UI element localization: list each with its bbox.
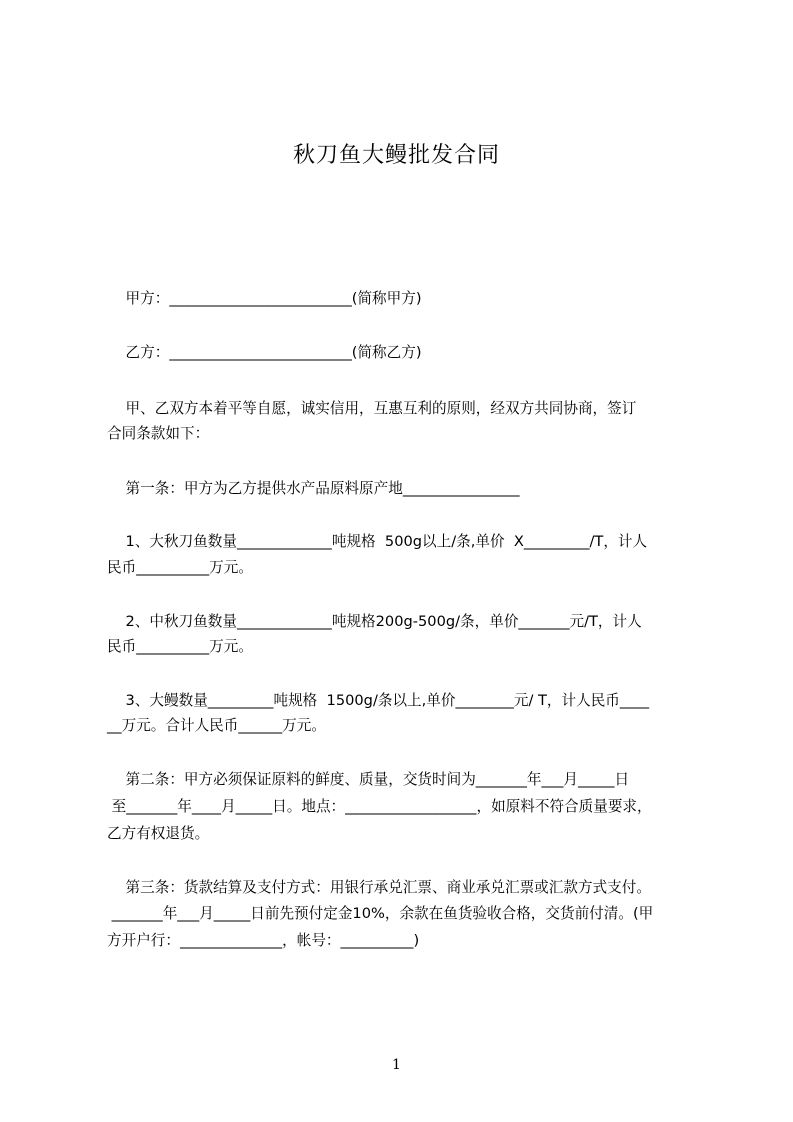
preamble-line-2: 合同条款如下： [107, 425, 210, 442]
item-3-line-2: __万元。合计人民币______万元。 [107, 717, 326, 734]
document-title: 秋刀鱼大鳗批发合同 [292, 143, 500, 168]
article-3-line-3: 方开户行：______________，帐号：__________) [107, 932, 420, 949]
page-number: 1 [392, 1057, 401, 1073]
item-2-line-2: 民币__________万元。 [107, 638, 253, 655]
item-2-line-1: 2、中秋刀鱼数量_____________吨规格200g-500g/条，单价_______元/T，计人 [107, 613, 642, 630]
item-1-line-2: 民币__________万元。 [107, 559, 253, 576]
item-1-line-1: 1、大秋刀鱼数量_____________吨规格 500g以上/条,单价 X_________/T，计人 [107, 533, 648, 550]
article-2-line-2: 至_______年____月_____日。地点：__________________，如原料不符合质量要求， [107, 798, 652, 815]
article-3-line-1: 第三条：货款结算及支付方式：用银行承兑汇票、商业承兑汇票或汇款方式支付。 [107, 879, 651, 896]
preamble-line-1: 甲、乙双方本着平等自愿，诚实信用，互惠互利的原则，经双方共同协商，签订 [107, 400, 637, 417]
article-1-line: 第一条：甲方为乙方提供水产品原料原产地________________ [107, 480, 520, 497]
party-b-line: 乙方：_________________________(简称乙方) [107, 344, 422, 361]
party-a-line: 甲方：_________________________(简称甲方) [107, 290, 422, 307]
article-2-line-1: 第二条：甲方必须保证原料的鲜度、质量，交货时间为_______年___月_____日 [107, 771, 630, 788]
item-3-line-1: 3、大鳗数量_________吨规格 1500g/条以上,单价________元/ T，计人民币____ [107, 692, 650, 709]
article-2-line-3: 乙方有权退货。 [107, 825, 210, 842]
article-3-line-2: _______年___月_____日前先预付定金10%，余款在鱼货验收合格，交货前付清。(甲 [107, 905, 654, 922]
